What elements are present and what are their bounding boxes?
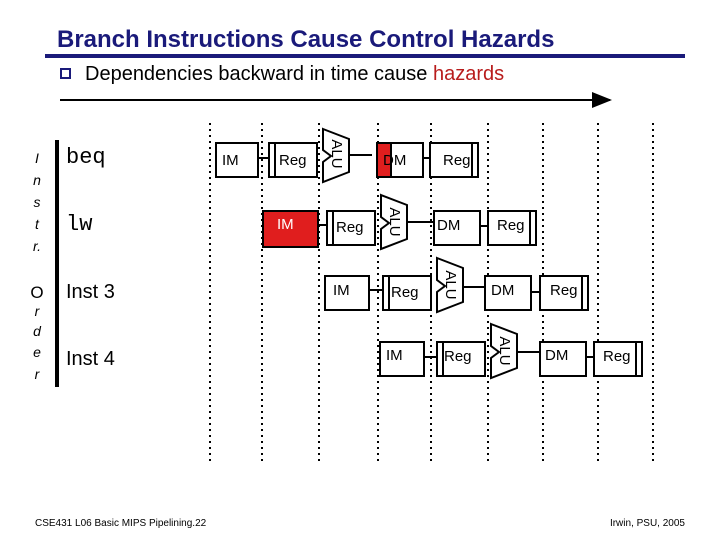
subtitle-highlight: hazards <box>432 63 505 85</box>
reg-write-label: Reg <box>550 282 578 299</box>
axis-letter: r <box>34 303 40 319</box>
instruction-inst-3: Inst 3 <box>66 281 115 303</box>
alu-label: ALU <box>496 336 514 366</box>
footer-credit: Irwin, PSU, 2005 <box>609 518 685 529</box>
axis-letter: O <box>30 283 44 302</box>
reg-read-label: Reg <box>444 348 472 365</box>
slide-title: Branch Instructions Cause Control Hazards <box>57 26 555 53</box>
axis-letter: d <box>33 323 41 339</box>
pipeline-row-inst-3 <box>325 258 588 312</box>
reg-write-label: Reg <box>443 152 471 169</box>
alu-label: ALU <box>386 207 404 237</box>
axis-letter: t <box>35 216 39 232</box>
instruction-beq: beq <box>66 145 106 170</box>
reg-read-half <box>437 342 443 376</box>
dm-stage-label: DM <box>437 217 461 234</box>
axis-letter: r. <box>32 238 42 254</box>
alu-label: ALU <box>442 270 460 300</box>
subtitle-text: Dependencies backward in time cause <box>85 63 433 85</box>
alu-label: ALU <box>328 139 346 169</box>
im-stage-label: IM <box>277 216 294 233</box>
im-stage-label: IM <box>333 282 350 299</box>
pipeline-row-inst-4 <box>380 324 642 378</box>
axis-letter: e <box>33 344 41 360</box>
axis-letter: I <box>35 150 39 166</box>
im-stage-label: IM <box>386 347 403 364</box>
reg-read-half <box>383 276 389 310</box>
reg-write-half <box>636 342 642 376</box>
reg-write-half <box>472 143 478 177</box>
axis-letter: s <box>33 194 41 210</box>
reg-write-label: Reg <box>603 348 631 365</box>
im-stage-label: IM <box>222 152 239 169</box>
reg-read-label: Reg <box>279 152 307 169</box>
reg-write-half <box>530 211 536 245</box>
footer-course: CSE431 L06 Basic MIPS Pipelining.22 <box>35 518 207 529</box>
reg-read-label: Reg <box>336 219 364 236</box>
instruction-lw: lw <box>66 212 93 237</box>
pipeline-row-beq <box>216 129 478 182</box>
pipeline-row-lw <box>263 195 536 249</box>
dm-stage-label: DM <box>491 282 515 299</box>
dm-stage-label: DM <box>545 347 569 364</box>
reg-read-half <box>269 143 275 177</box>
reg-write-label: Reg <box>497 217 525 234</box>
reg-write-half <box>582 276 588 310</box>
reg-read-half <box>327 211 333 245</box>
reg-read-label: Reg <box>391 284 419 301</box>
dm-stage-label: DM <box>383 152 407 169</box>
instruction-inst-4: Inst 4 <box>66 348 115 370</box>
axis-letter: n <box>33 172 41 188</box>
axis-letter: r <box>34 366 40 382</box>
